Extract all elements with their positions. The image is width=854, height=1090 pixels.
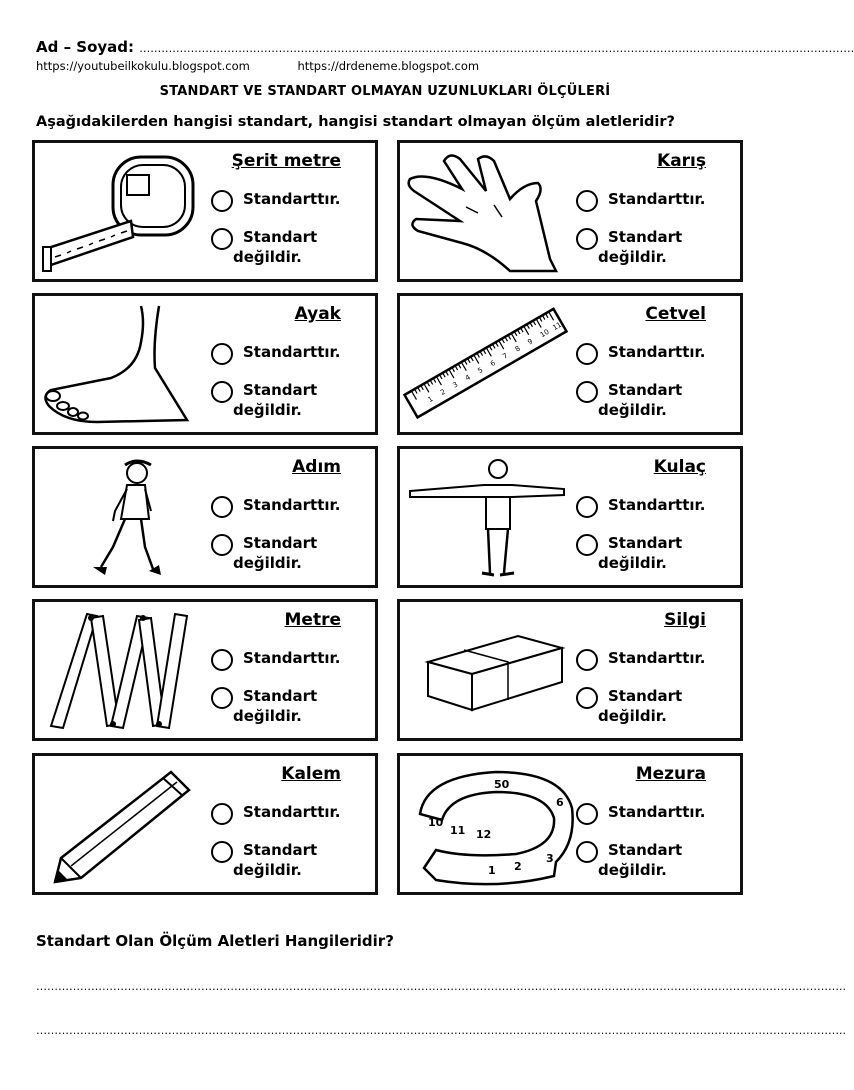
name-line[interactable] (36, 38, 854, 56)
ruler-number: 10 (538, 327, 551, 340)
card-metre (32, 599, 378, 741)
option-standard[interactable]: Standarttır. (211, 495, 340, 515)
ruler-icon (406, 302, 566, 426)
option-standard[interactable]: Standarttır. (576, 802, 705, 822)
radio-circle-icon[interactable] (576, 649, 598, 671)
bottom-question: Standart Olan Ölçüm Aletleri Hangileridir? (36, 932, 394, 950)
card-ayak (32, 293, 378, 435)
card-label: Karış (657, 151, 706, 171)
tape-number: 2 (514, 860, 522, 873)
option-standard[interactable]: Standarttır. (576, 189, 705, 209)
radio-circle-icon[interactable] (576, 228, 598, 250)
question-text: Aşağıdakilerden hangisi standart, hangisi standart olmayan ölçüm aletleridir? (36, 114, 675, 130)
card-label: Metre (284, 610, 341, 630)
name-label: Ad – Soyad: (36, 38, 135, 56)
page-title: STANDART VE STANDART OLMAYAN UZUNLUKLARI ÖLÇÜLERİ (159, 84, 611, 99)
url-link[interactable]: https://drdeneme.blogspot.com (297, 59, 480, 73)
walking-child-icon (41, 455, 201, 579)
name-dotted-line: …………………………………………………………………………………………………………………………………………………………………………… (139, 42, 854, 55)
tape-number: 12 (476, 828, 492, 841)
radio-circle-icon[interactable] (211, 841, 233, 863)
radio-circle-icon[interactable] (576, 534, 598, 556)
radio-circle-icon[interactable] (576, 343, 598, 365)
tape-number: 11 (450, 824, 466, 837)
card-label: Silgi (664, 610, 706, 630)
tape-number: 50 (494, 778, 510, 791)
radio-circle-icon[interactable] (576, 381, 598, 403)
option-standard[interactable]: Standarttır. (211, 648, 340, 668)
folding-rule-icon (41, 608, 201, 732)
option-standard[interactable]: Standarttır. (211, 342, 340, 362)
ruler-number: 3 (451, 380, 460, 390)
foot-icon (41, 302, 201, 426)
ruler-number: 1 (426, 394, 435, 405)
radio-circle-icon[interactable] (576, 687, 598, 709)
ruler-number: 4 (464, 373, 472, 383)
radio-circle-icon[interactable] (211, 190, 233, 212)
radio-circle-icon[interactable] (211, 381, 233, 403)
card-serit-metre (32, 140, 378, 282)
radio-circle-icon[interactable] (211, 803, 233, 825)
card-label: Adım (292, 457, 341, 477)
option-not-standard[interactable]: Standart değildir. (211, 533, 317, 573)
option-not-standard[interactable]: Standart değildir. (211, 227, 317, 267)
radio-circle-icon[interactable] (576, 803, 598, 825)
option-not-standard[interactable]: Standart değildir. (211, 380, 317, 420)
card-adim (32, 446, 378, 588)
card-karis (397, 140, 743, 282)
radio-circle-icon[interactable] (576, 841, 598, 863)
option-standard[interactable]: Standarttır. (576, 342, 705, 362)
ruler-number: 9 (526, 337, 535, 347)
option-standard[interactable]: Standarttır. (576, 648, 705, 668)
option-not-standard[interactable]: Standart değildir. (576, 227, 682, 267)
card-label: Kalem (281, 764, 341, 784)
ruler-number: 11 (551, 320, 564, 333)
ruler-number: 7 (501, 351, 510, 361)
card-mezura (397, 753, 743, 895)
radio-circle-icon[interactable] (211, 534, 233, 556)
url-row (36, 59, 726, 73)
option-not-standard[interactable]: Standart değildir. (211, 686, 317, 726)
ruler-number: 2 (439, 387, 447, 397)
card-silgi (397, 599, 743, 741)
radio-circle-icon[interactable] (211, 496, 233, 518)
measuring-tape-icon (406, 762, 566, 886)
tape-measure-icon (41, 149, 201, 273)
option-not-standard[interactable]: Standart değildir. (576, 533, 682, 573)
radio-circle-icon[interactable] (211, 343, 233, 365)
ruler-number: 8 (513, 344, 522, 354)
radio-circle-icon[interactable] (576, 190, 598, 212)
option-standard[interactable]: Standarttır. (211, 189, 340, 209)
tape-number: 1 (488, 864, 496, 877)
ruler-number: 6 (488, 358, 497, 369)
option-not-standard[interactable]: Standart değildir. (211, 840, 317, 880)
ruler-number: 5 (476, 366, 485, 376)
answer-line[interactable]: ………………………………………………………………………………………………………………………………………………………………………………………………….. (36, 980, 846, 993)
header (36, 38, 854, 73)
card-kalem (32, 753, 378, 895)
radio-circle-icon[interactable] (211, 228, 233, 250)
option-not-standard[interactable]: Standart değildir. (576, 380, 682, 420)
card-label: Ayak (294, 304, 341, 324)
card-label: Şerit metre (231, 151, 341, 171)
arm-span-icon (406, 455, 566, 579)
radio-circle-icon[interactable] (576, 496, 598, 518)
card-kulac (397, 446, 743, 588)
card-label: Kulaç (653, 457, 706, 477)
eraser-icon (406, 608, 566, 732)
card-cetvel (397, 293, 743, 435)
radio-circle-icon[interactable] (211, 687, 233, 709)
hand-span-icon (406, 149, 566, 273)
tape-number: 10 (428, 816, 444, 829)
option-standard[interactable]: Standarttır. (211, 802, 340, 822)
tape-number: 6 (556, 796, 564, 809)
card-label: Mezura (635, 764, 706, 784)
tape-number: 3 (546, 852, 554, 865)
url-link[interactable]: https://youtubeilkokulu.blogspot.com (36, 59, 250, 73)
answer-line[interactable]: ………………………………………………………………………………………………………………………………………………………………………………………………….. (36, 1024, 846, 1037)
card-label: Cetvel (645, 304, 706, 324)
option-standard[interactable]: Standarttır. (576, 495, 705, 515)
option-not-standard[interactable]: Standart değildir. (576, 840, 682, 880)
option-not-standard[interactable]: Standart değildir. (576, 686, 682, 726)
pencil-icon (41, 762, 201, 886)
radio-circle-icon[interactable] (211, 649, 233, 671)
